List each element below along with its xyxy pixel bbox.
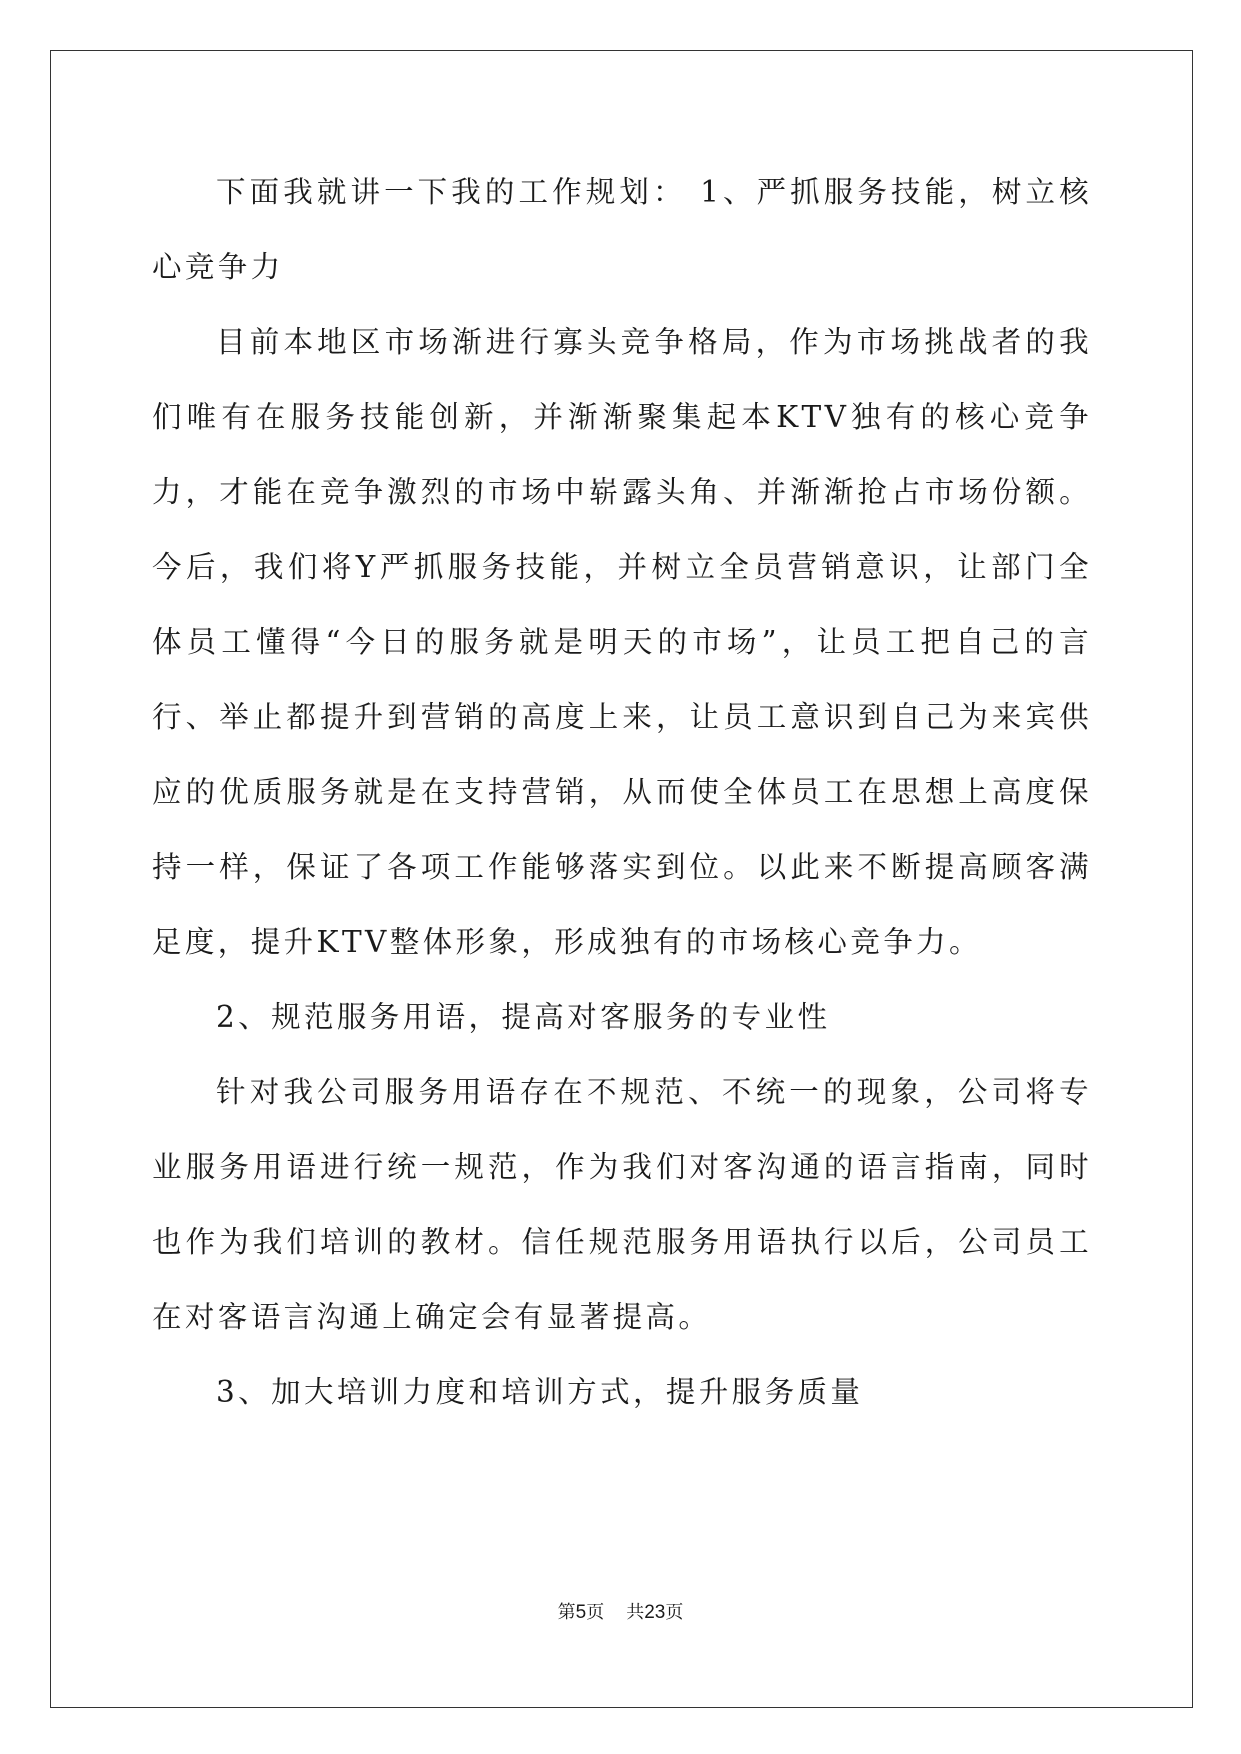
page-footer: [0, 1598, 1241, 1624]
total-suffix: 页: [665, 1602, 684, 1623]
paragraph-work-plan-intro: 下面我就讲一下我的工作规划： 1、严抓服务技能，树立核心竞争力: [152, 175, 1092, 284]
paragraph-service-language: 针对我公司服务用语存在不规范、不统一的现象，公司将专业服务用语进行统一规范，作为我们对客沟通的语言指南，同时也作为我们培训的教材。信任规范服务用语执行以后，公司员工在对客语言沟通上确定会有显著提高。: [152, 1075, 1092, 1334]
page-prefix: 第: [557, 1602, 576, 1623]
paragraph-heading-service-language: 2、规范服务用语，提高对客服务的专业性: [216, 1000, 831, 1034]
paragraph-heading-training: 3、加大培训力度和培训方式，提升服务质量: [216, 1375, 864, 1409]
document-body: [152, 155, 1092, 1430]
page-suffix: 页: [586, 1602, 605, 1623]
total-prefix: 共: [626, 1602, 645, 1623]
total-pages: 23: [644, 1602, 666, 1623]
page-number: 5: [575, 1602, 587, 1623]
paragraph-service-skills: 目前本地区市场渐进行寡头竞争格局，作为市场挑战者的我们唯有在服务技能创新，并渐渐聚集起本KTV独有的核心竞争力，才能在竞争激烈的市场中崭露头角、并渐渐抢占市场份额。今后，我们将Y严抓服务技能，并树立全员营销意识，让部门全体员工懂得“今日的服务就是明天的市场”，让员工把自己的言行、举止都提升到营销的高度上来，让员工意识到自己为来宾供应的优质服务就是在支持营销，从而使全体员工在思想上高度保持一样，保证了各项工作能够落实到位。以此来不断提高顾客满足度，提升KTV整体形象，形成独有的市场核心竞争力。: [152, 325, 1092, 959]
